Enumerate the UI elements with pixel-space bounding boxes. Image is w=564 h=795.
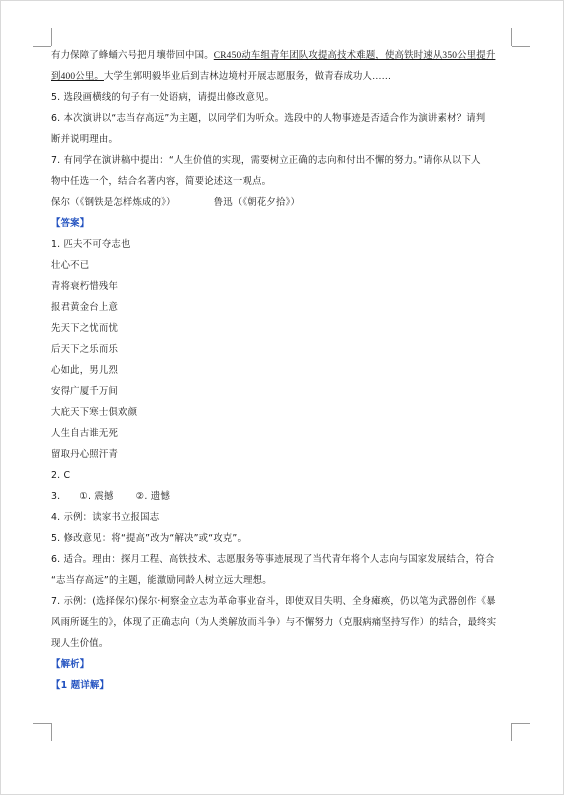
crop-mark-top-left-h [33,46,51,47]
answer-5: 5. 修改意见：将“提高”改为“解决”或“攻克”。 [51,533,248,544]
crop-mark-bottom-left-h [33,723,51,724]
passage-line-2 [51,70,513,91]
question-7-options [51,196,513,217]
answer-1-line-5: 先天下之忧而忧 [51,323,119,334]
crop-mark-top-right-h [512,46,530,47]
passage-text: 有力保障了蜂蛹六号把月壤带回中国。 [51,51,214,61]
crop-mark-top-right-v [511,28,512,46]
document-body [51,46,513,700]
passage-text: 大学生郭明毅毕业后到吉林边境村开展志愿服务，做青春成功人…… [103,72,392,82]
crop-mark-top-left-v [51,28,52,46]
answer-3: 3. ①. 震撼 ②. 遗憾 [51,491,170,502]
question-5: 5. 选段画横线的句子有一处语病，请提出修改意见。 [51,92,275,103]
answer-1-line-9: 大庇天下寒士俱欢颜 [51,407,138,418]
answer-4: 4. 示例：读家书立报国志 [51,512,160,523]
option-paul: 保尔（《钢铁是怎样炼成的》） [51,197,176,208]
answer-1-line-8: 安得广厦千万间 [51,386,119,397]
answer-1-line-2: 壮心不已 [51,260,90,271]
answer-6-line-2: “志当存高远”的主题，能激励同龄人树立远大理想。 [51,575,272,586]
crop-mark-bottom-right-h [512,723,530,724]
answer-1-line-6: 后天下之乐而乐 [51,344,119,355]
answer-1-line-7: 心如此，男儿烈 [51,365,119,376]
underlined-sentence: 到400公里。 [51,72,104,82]
answer-heading: 【答案】 [51,218,90,229]
answer-1-line-10: 人生自古谁无死 [51,428,119,439]
passage-line-1 [51,46,513,70]
answer-7-line-3: 现人生价值。 [51,638,109,649]
crop-mark-bottom-right-v [511,723,512,741]
analysis-heading: 【解析】 [51,659,90,670]
question-7-line-2: 物中任选一个，结合名著内容，简要论述这一观点。 [51,176,272,187]
answer-1-line-3: 青将衰朽惜残年 [51,281,119,292]
crop-mark-bottom-left-v [51,723,52,741]
answer-1-line-1: 1. 匹夫不可夺志也 [51,239,131,250]
question-7-line-1: 7. 有同学在演讲稿中提出：“人生价值的实现，需要树立正确的志向和付出不懈的努力。”请你从以下人 [51,155,481,166]
answer-7-line-2: 风雨所诞生的》，体现了正确志向（为人类解放而斗争）与不懈努力（克服病痛坚持写作）的结合，最终实 [51,617,497,628]
answer-7-line-1: 7. 示例：(选择保尔)保尔·柯察金立志为革命事业奋斗，即使双目失明、全身瘫痪，仍以笔为武器创作《暴 [51,596,496,607]
answer-1-line-11: 留取丹心照汗青 [51,449,119,460]
answer-2: 2. C [51,470,71,481]
answer-1-line-4: 报君黄金台上意 [51,302,119,313]
option-luxun: 鲁迅（《朝花夕拾》） [213,197,301,208]
detail-heading: 【1 题详解】 [51,680,110,691]
underlined-sentence: CR450动车组青年团队攻提高技术难题，使高铁时速从350公里提升 [213,51,496,61]
question-6-line-1: 6. 本次演讲以“志当存高远”为主题，以同学们为听众。选段中的人物事迹是否适合作为演讲素材？请判 [51,113,486,124]
answer-6-line-1: 6. 适合。理由：探月工程、高铁技术、志愿服务等事迹展现了当代青年将个人志向与国家发展结合，符合 [51,554,495,565]
question-6-line-2: 断并说明理由。 [51,134,119,145]
